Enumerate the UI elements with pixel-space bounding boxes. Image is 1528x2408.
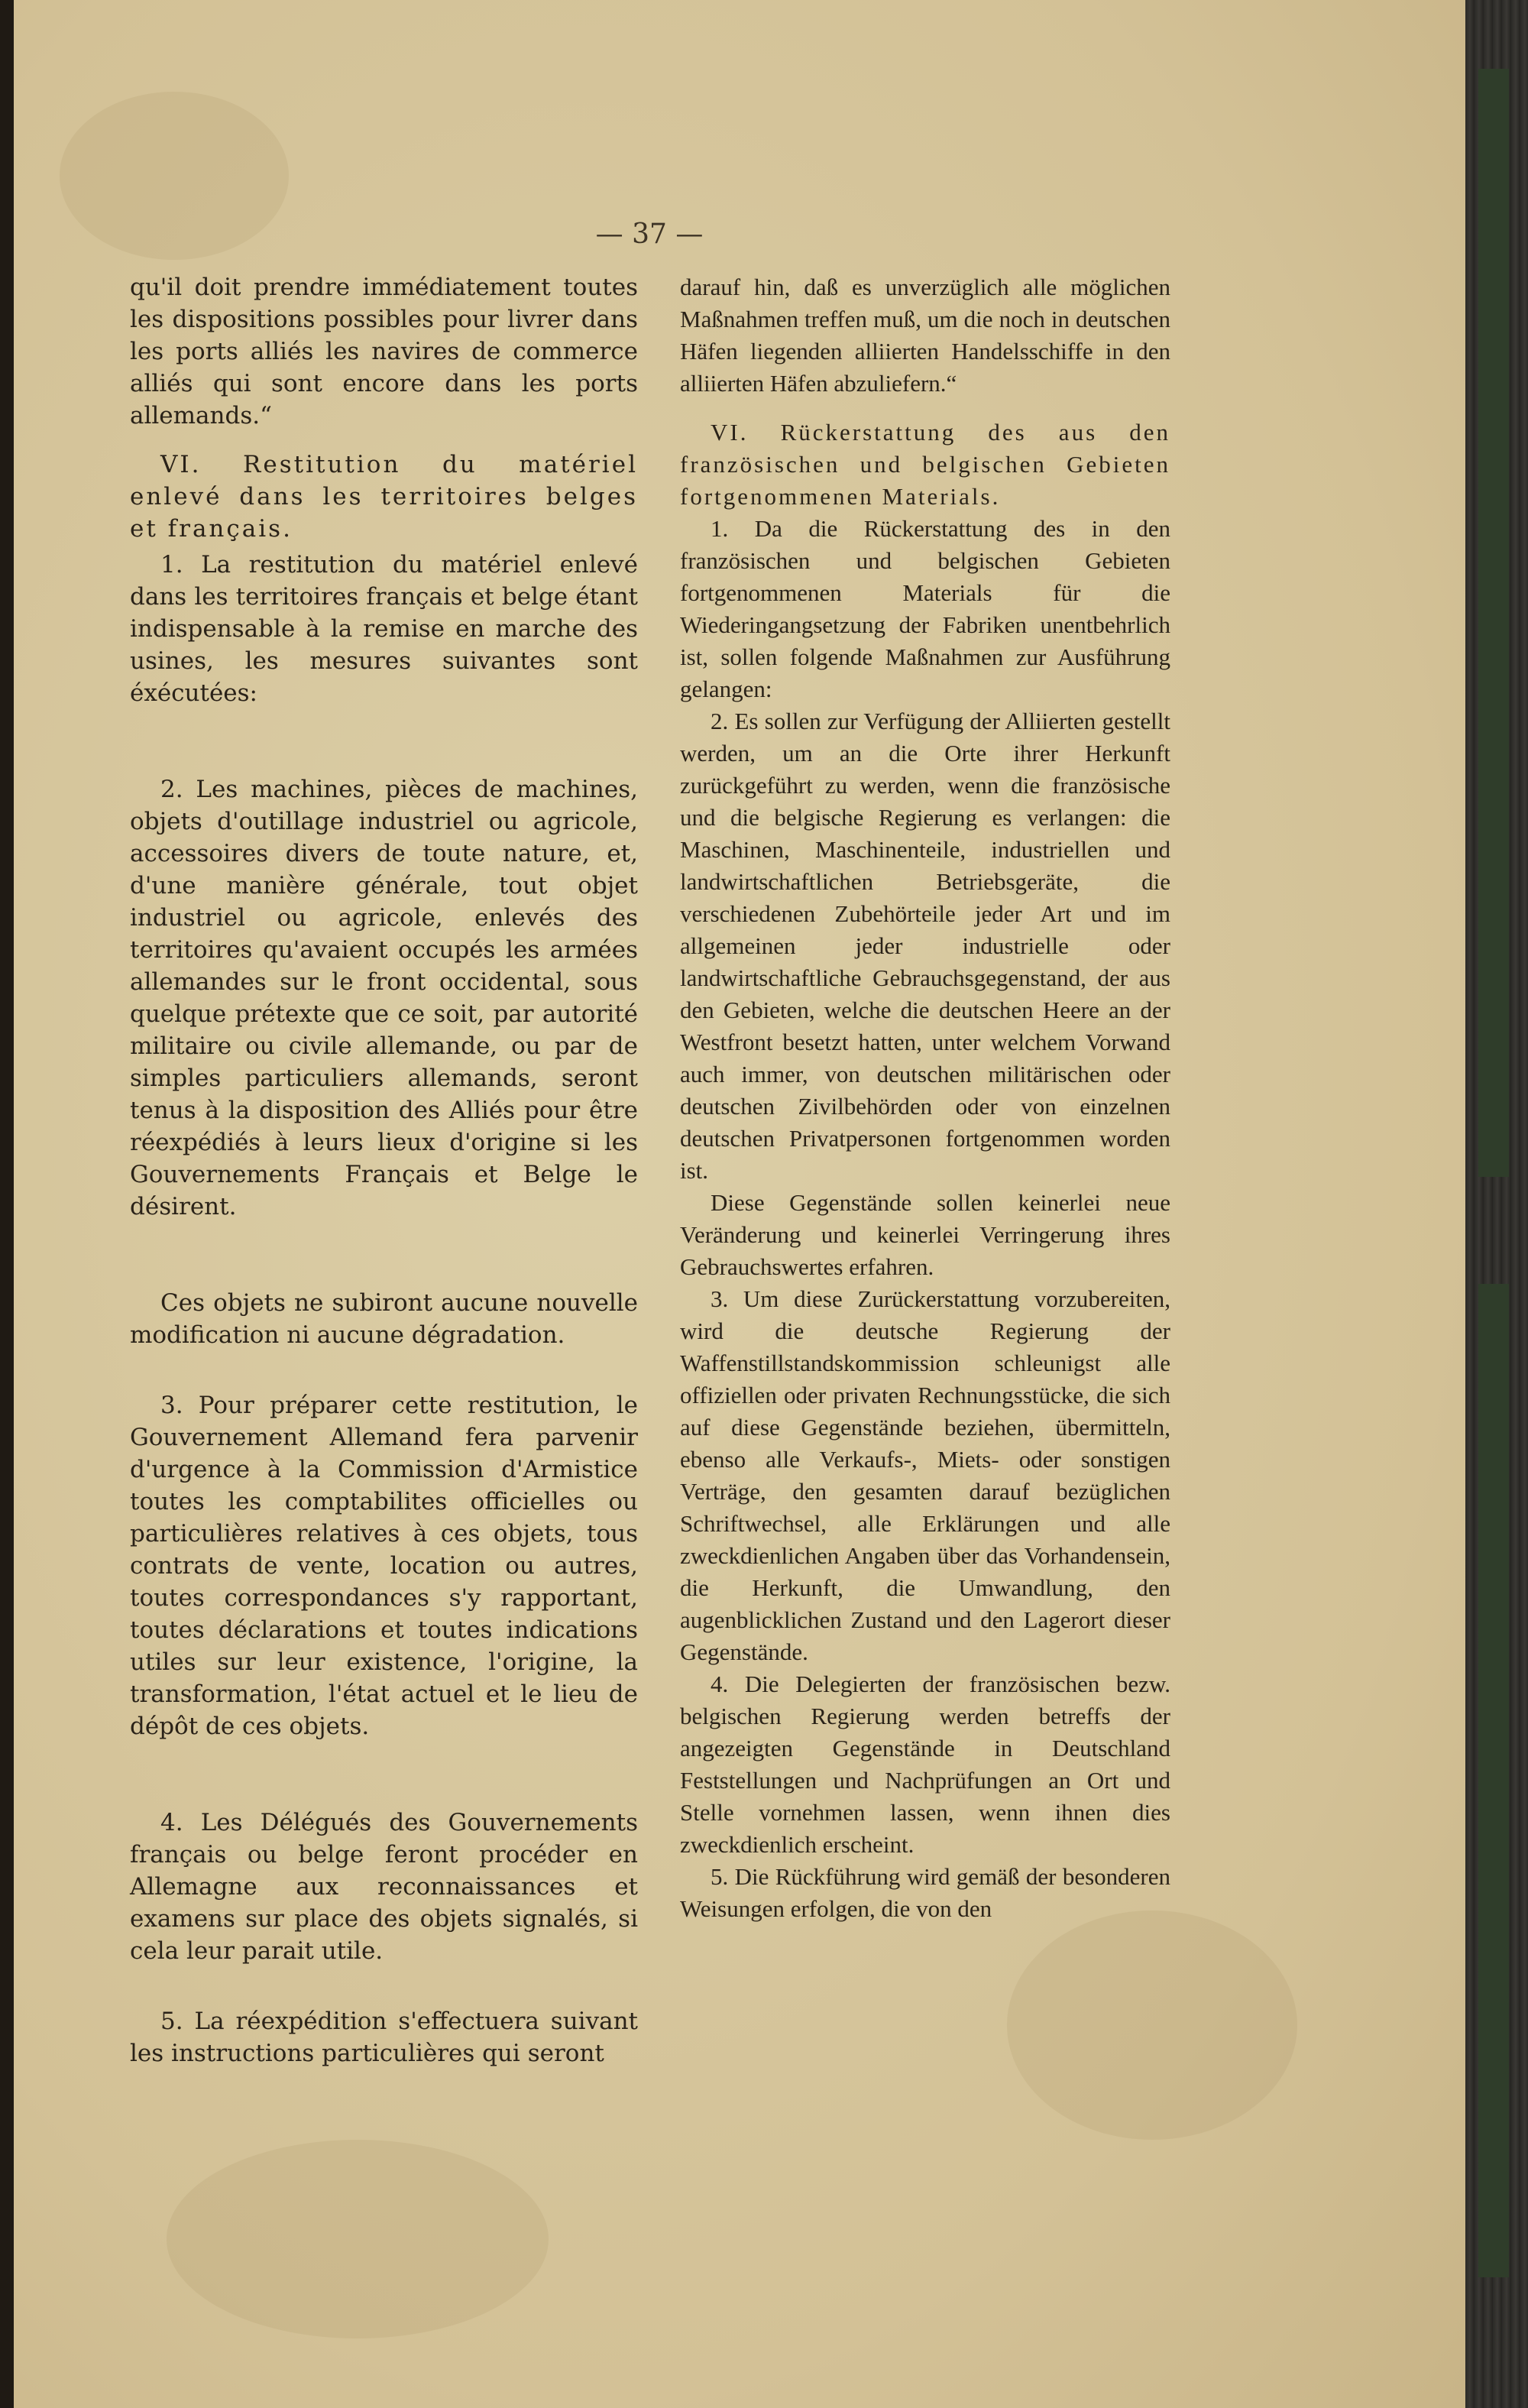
paper-stain xyxy=(60,92,289,260)
german-paragraph: 3. Um diese Zurückerstattung vorzubereiten, wird die deutsche Regierung der Waffenstillstandskommission schleunigst alle offiziellen oder privaten Rechnungsstücke, die sich auf diese Gegenstände beziehen, übermitteln, ebenso alle Verkaufs-, Miets- oder sonstigen Verträge, den gesamten darauf bezüglichen Schriftwechsel, alle Erklärungen und alle zweckdienlichen Angaben über das Vorhandensein, die Herkunft, die Umwandlung, den augenblicklichen Zustand und den Lagerort dieser Gegenstände. xyxy=(680,1285,1170,1665)
french-column xyxy=(130,271,638,2069)
french-paragraph: 4. Les Délégués des Gouvernements français ou belge feront procéder en Allemagne aux reconnaissances et examens sur place des objets signalés, si cela leur parait utile. xyxy=(130,1809,638,1965)
german-paragraph: 2. Es sollen zur Verfügung der Alliierten gestellt werden, um an die Orte ihrer Herkunft zurückgeführt zu werden, wenn die französische und die belgische Regierung es verlangen: die Maschinen, Maschinenteile, industriellen und landwirtschaftlichen Betriebsgeräte, die verschiedenen Zubehörteile jeder Art und im allgemeinen jeder industrielle oder landwirtschaftliche Gebrauchsgegenstand, der aus den Gebieten, welche die deutschen Heere an der Westfront besetzt hatten, unter welchem Vorwand auch immer, von deutschen militärischen oder deutschen Zivilbehörden oder von einzelnen deutschen Privatpersonen fortgenommen worden ist. xyxy=(680,708,1170,1184)
german-paragraph: 4. Die Delegierten der französischen bezw. belgischen Regierung werden betreffs der angezeigten Gegenstände in Deutschland Feststellungen und Nachprüfungen an Ort und Stelle vornehmen lassen, wenn ihnen dies zweckdienlich erscheint. xyxy=(680,1671,1170,1858)
spine-binding-tape xyxy=(1478,1284,1509,2277)
french-paragraph: Ces objets ne subiront aucune nouvelle modification ni aucune dégradation. xyxy=(130,1289,638,1349)
french-paragraph: 5. La réexpédition s'effectuera suivant les instructions particulières qui seront xyxy=(130,2008,638,2067)
spine-binding-tape xyxy=(1478,69,1509,1177)
paper-stain xyxy=(1007,1911,1297,2140)
french-paragraph: qu'il doit prendre immédiatement toutes les dispositions possibles pour livrer dans les ports alliés les navires de commerce alliés qui sont encore dans les ports allemands.“ xyxy=(130,274,638,429)
german-paragraph: Diese Gegenstände sollen keinerlei neue Veränderung und keinerlei Verringerung ihres Gebrauchswertes erfahren. xyxy=(680,1189,1170,1280)
paper-stain xyxy=(167,2140,549,2338)
german-paragraph: 1. Da die Rückerstattung des in den französischen und belgischen Gebieten fortgenommenen Materials für die Wiederingangsetzung der Fabriken unentbehrlich ist, sollen folgende Maßnahmen zur Ausführung gelangen: xyxy=(680,515,1170,702)
french-section-heading: VI. Restitution du matériel enlevé dans les territoires belges et français. xyxy=(130,451,638,543)
french-paragraph: 2. Les machines, pièces de machines, objets d'outillage industriel ou agricole, accessoires divers de toute nature, et, d'une manière générale, tout objet industriel ou agricole, enlevés des territoires qu'avaient occupés les armées allemandes sur le front occidental, sous quelque prétexte que ce soit, par autorité militaire ou civile allemande, ou par de simples particuliers allemands, seront tenus à la disposition des Alliés pour être réexpédiés à leurs lieux d'origine si les Gouvernements Français et Belge le désirent. xyxy=(130,776,638,1220)
french-paragraph: 3. Pour préparer cette restitution, le Gouvernement Allemand fera parvenir d'urgence à la Commission d'Armistice toutes les comptabilites officielles ou particulières relatives à ces objets, tous contrats de vente, location ou autres, toutes correspondances s'y rapportant, toutes déclarations et toutes indications utiles sur leur existence, l'origine, la transformation, l'état actuel et le lieu de dépôt de ces objets. xyxy=(130,1392,638,1740)
german-paragraph: darauf hin, daß es unverzüglich alle möglichen Maßnahmen treffen muß, um die noch in deutschen Häfen liegenden alliierten Handelsschiffe in den alliierten Häfen abzuliefern.“ xyxy=(680,274,1170,397)
french-paragraph: 1. La restitution du matériel enlevé dans les territoires français et belge étant indispensable à la remise en marche des usines, les mesures suivantes sont éxécutées: xyxy=(130,551,638,707)
german-paragraph: 5. Die Rückführung wird gemäß der besonderen Weisungen erfolgen, die von den xyxy=(680,1863,1170,1922)
page-number: — 37 — xyxy=(595,219,704,250)
german-column xyxy=(680,271,1170,1925)
german-section-heading: VI. Rückerstattung des aus den französischen und belgischen Gebieten fortgenommenen Materials. xyxy=(680,419,1170,510)
